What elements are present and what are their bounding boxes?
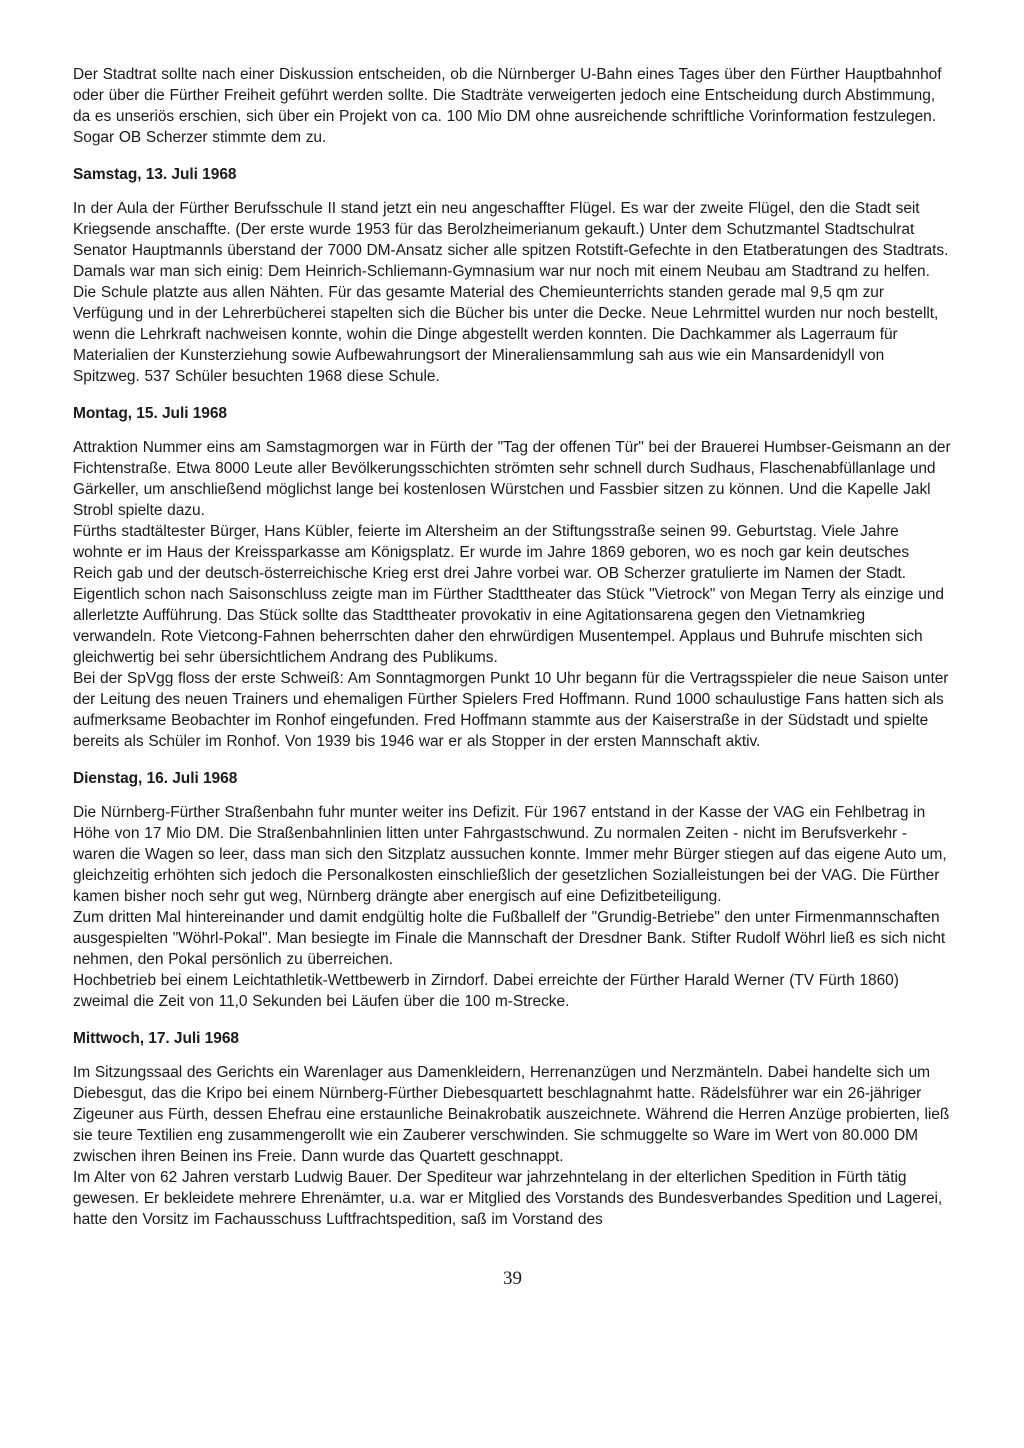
paragraph: Im Sitzungssaal des Gerichts ein Warenlager aus Damenkleidern, Herrenanzügen und Nerzmänteln. Dabei handelte sich um Diebesgut, das die Kripo bei einem Nürnberg-Fürther Diebesquartett beschlagnahmt hatte. Rädelsführer war ein 26-jähriger Zigeuner aus Fürth, dessen Ehefrau eine erstaunliche Beinakrobatik auszeichnete. Während die Herren Anzüge probierten, ließ sie teure Textilien eng zusammengerollt wie ein Zauberer verschwinden. Sie schmuggelte so Ware im Wert von 80.000 DM zwischen ihren Beinen ins Freie. Dann wurde das Quartett geschnappt.	[73, 1064, 950, 1165]
section-montag-15-juli	[73, 403, 952, 752]
paragraph: Der Stadtrat sollte nach einer Diskussion entscheiden, ob die Nürnberger U-Bahn eines Tages über den Fürther Hauptbahnhof oder über die Fürther Freiheit geführt werden sollte. Die Stadträte verweigerten jedoch eine Entscheidung durch Abstimmung, da es unseriös erschien, sich über ein Projekt von ca. 100 Mio DM ohne ausreichende schriftliche Vorinformation festzulegen. Sogar OB Scherzer stimmte dem zu.	[73, 66, 942, 146]
section-heading: Dienstag, 16. Juli 1968	[73, 770, 238, 787]
paragraph: Hochbetrieb bei einem Leichtathletik-Wettbewerb in Zirndorf. Dabei erreichte der Fürther Harald Werner (TV Fürth 1860) zweimal die Zeit von 11,0 Sekunden bei Läufen über die 100 m-Strecke.	[73, 972, 899, 1010]
section-samstag-13-juli	[73, 164, 952, 387]
section-heading: Mittwoch, 17. Juli 1968	[73, 1030, 239, 1047]
section-dienstag-16-juli	[73, 768, 952, 1012]
section-intro	[73, 64, 952, 148]
paragraph: In der Aula der Fürther Berufsschule II stand jetzt ein neu angeschaffter Flügel. Es war der zweite Flügel, den die Stadt seit Kriegsende anschaffte. (Der erste wurde 1953 für das Berolzheimerianum gekauft.) Unter dem Schutzmantel Stadtschulrat Senator Hauptmannls überstand der 7000 DM-Ansatz sicher alle spitzen Rotstift-Gefechte in den Etatberatungen des Stadtrats.	[73, 200, 949, 259]
section-heading: Montag, 15. Juli 1968	[73, 405, 228, 422]
paragraph: Im Alter von 62 Jahren verstarb Ludwig Bauer. Der Spediteur war jahrzehntelang in der elterlichen Spedition in Fürth tätig gewesen. Er bekleidete mehrere Ehrenämter, u.a. war er Mitglied des Vorstands des Bundesverbandes Spedition und Lagerei, hatte den Vorsitz im Fachausschuss Luftfrachtspedition, saß im Vorstand des	[73, 1169, 943, 1228]
section-mittwoch-17-juli	[73, 1028, 952, 1230]
paragraph: Zum dritten Mal hintereinander und damit endgültig holte die Fußballelf der "Grundig-Betriebe" den unter Firmenmannschaften ausgespielten "Wöhrl-Pokal". Man besiegte im Finale die Mannschaft der Dresdner Bank. Stifter Rudolf Wöhrl ließ es sich nicht nehmen, den Pokal persönlich zu überreichen.	[73, 909, 946, 968]
paragraph: Attraktion Nummer eins am Samstagmorgen war in Fürth der "Tag der offenen Tür" bei der Brauerei Humbser-Geismann an der Fichtenstraße. Etwa 8000 Leute aller Bevölkerungsschichten strömten sehr schnell durch Sudhaus, Flaschenabfüllanlage und Gärkeller, um anschließend möglichst lange bei kostenlosen Würstchen und Fassbier sitzen zu können. Und die Kapelle Jakl Strobl spielte dazu.	[73, 439, 951, 519]
paragraph: Eigentlich schon nach Saisonschluss zeigte man im Fürther Stadttheater das Stück "Vietrock" von Megan Terry als einzige und allerletzte Aufführung. Das Stück sollte das Stadttheater provokativ in eine Agitationsarena gegen den Vietnamkrieg verwandeln. Rote Vietcong-Fahnen beherrschten daher den ehrwürdigen Musentempel. Applaus und Buhrufe mischten sich gleichwertig bei sehr übersichtlichem Andrang des Publikums.	[73, 586, 944, 666]
page-footer	[73, 1268, 952, 1290]
paragraph: Die Nürnberg-Fürther Straßenbahn fuhr munter weiter ins Defizit. Für 1967 entstand in der Kasse der VAG ein Fehlbetrag in Höhe von 17 Mio DM. Die Straßenbahnlinien litten unter Fahrgastschwund. Zu normalen Zeiten - nicht im Berufsverkehr - waren die Wagen so leer, dass man sich den Sitzplatz aussuchen konnte. Immer mehr Bürger stiegen auf das eigene Auto um, gleichzeitig erhöhten sich jedoch die Personalkosten einschließlich der gesetzlichen Sozialleistungen bei der VAG. Die Fürther kamen bisher noch sehr gut weg, Nürnberg drängte aber energisch auf eine Defizitbeteiligung.	[73, 804, 947, 905]
document-body	[73, 64, 952, 1230]
page-number: 39	[503, 1268, 522, 1289]
section-heading: Samstag, 13. Juli 1968	[73, 166, 237, 183]
paragraph: Bei der SpVgg floss der erste Schweiß: Am Sonntagmorgen Punkt 10 Uhr begann für die Vertragsspieler die neue Saison unter der Leitung des neuen Trainers und ehemaligen Fürther Spielers Fred Hoffmann. Rund 1000 schaulustige Fans hatten sich als aufmerksame Beobachter im Ronhof eingefunden. Fred Hoffmann stammte aus der Kaiserstraße in der Südstadt und spielte bereits als Schüler im Ronhof. Von 1939 bis 1946 war er als Stopper in der ersten Mannschaft aktiv.	[73, 670, 949, 750]
paragraph: Fürths stadtältester Bürger, Hans Kübler, feierte im Altersheim an der Stiftungsstraße seinen 99. Geburtstag. Viele Jahre wohnte er im Haus der Kreissparkasse am Königsplatz. Er wurde im Jahre 1869 geboren, wo es noch gar kein deutsches Reich gab und der deutsch-österreichische Krieg erst drei Jahre vorbei war. OB Scherzer gratulierte im Namen der Stadt.	[73, 523, 910, 582]
paragraph: Damals war man sich einig: Dem Heinrich-Schliemann-Gymnasium war nur noch mit einem Neubau am Stadtrand zu helfen. Die Schule platzte aus allen Nähten. Für das gesamte Material des Chemieunterrichts standen gerade mal 9,5 qm zur Verfügung und in der Lehrerbücherei stapelten sich die Bücher bis unter die Decke. Neue Lehrmittel wurden nur noch bestellt, wenn die Lehrkraft nachweisen konnte, wohin die Dinge abgestellt werden konnten. Die Dachkammer als Lagerraum für Materialien der Kunsterziehung sowie Aufbewahrungsort der Mineraliensammlung sah aus wie ein Mansardenidyll von Spitzweg. 537 Schüler besuchten 1968 diese Schule.	[73, 263, 939, 385]
